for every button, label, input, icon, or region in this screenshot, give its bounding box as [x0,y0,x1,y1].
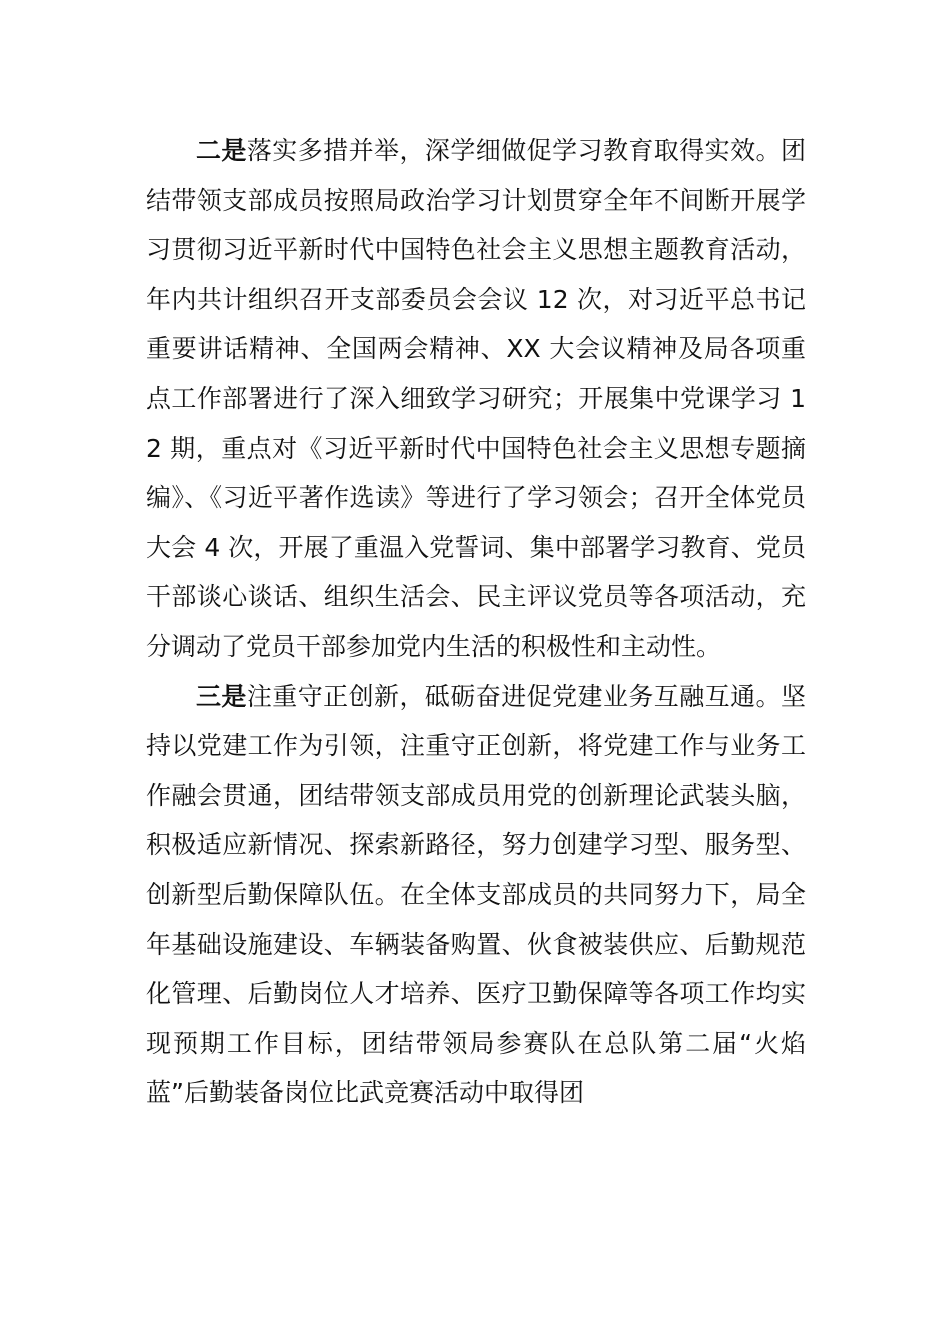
paragraph-3 [146,672,806,1118]
paragraph-text: 注重守正创新，砥砺奋进促党建业务互融互通。坚持以党建工作为引领，注重守正创新，将党建工作与业务工作融会贯通，团结带领支部成员用党的创新理论武装头脑，积极适应新情况、探索新路径，努力创建学习型、服务型、创新型后勤保障队伍。在全体支部成员的共同努力下，局全年基础设施建设、车辆装备购置、伙食被装供应、后勤规范化管理、后勤岗位人才培养、医疗卫勤保障等各项工作均实现预期工作目标，团结带领局参赛队在总队第二届“火焰蓝”后勤装备岗位比武竞赛活动中取得团 [146,681,806,1108]
paragraph-lead: 三是 [196,681,247,711]
paragraph-2 [146,126,806,672]
paragraph-lead: 二是 [196,136,247,165]
document-body [146,126,806,1118]
paragraph-text: 落实多措并举，深学细做促学习教育取得实效。团结带领支部成员按照局政治学习计划贯穿全年不间断开展学习贯彻习近平新时代中国特色社会主义思想主题教育活动，年内共计组织召开支部委员会会议 12 次，对习近平总书记重要讲话精神、全国两会精神、XX 大会议精神及局各项重点工作部署进行了深入细致学习研究；开展集中党课学习 12 期，重点对《习近平新时代中国特色社会主义思想专题摘编》、《习近平著作选读》等进行了学习领会；召开全体党员大会 4 次，开展了重温入党誓词、集中部署学习教育、党员干部谈心谈话、组织生活会、民主评议党员等各项活动，充分调动了党员干部参加党内生活的积极性和主动性。 [146,136,806,661]
